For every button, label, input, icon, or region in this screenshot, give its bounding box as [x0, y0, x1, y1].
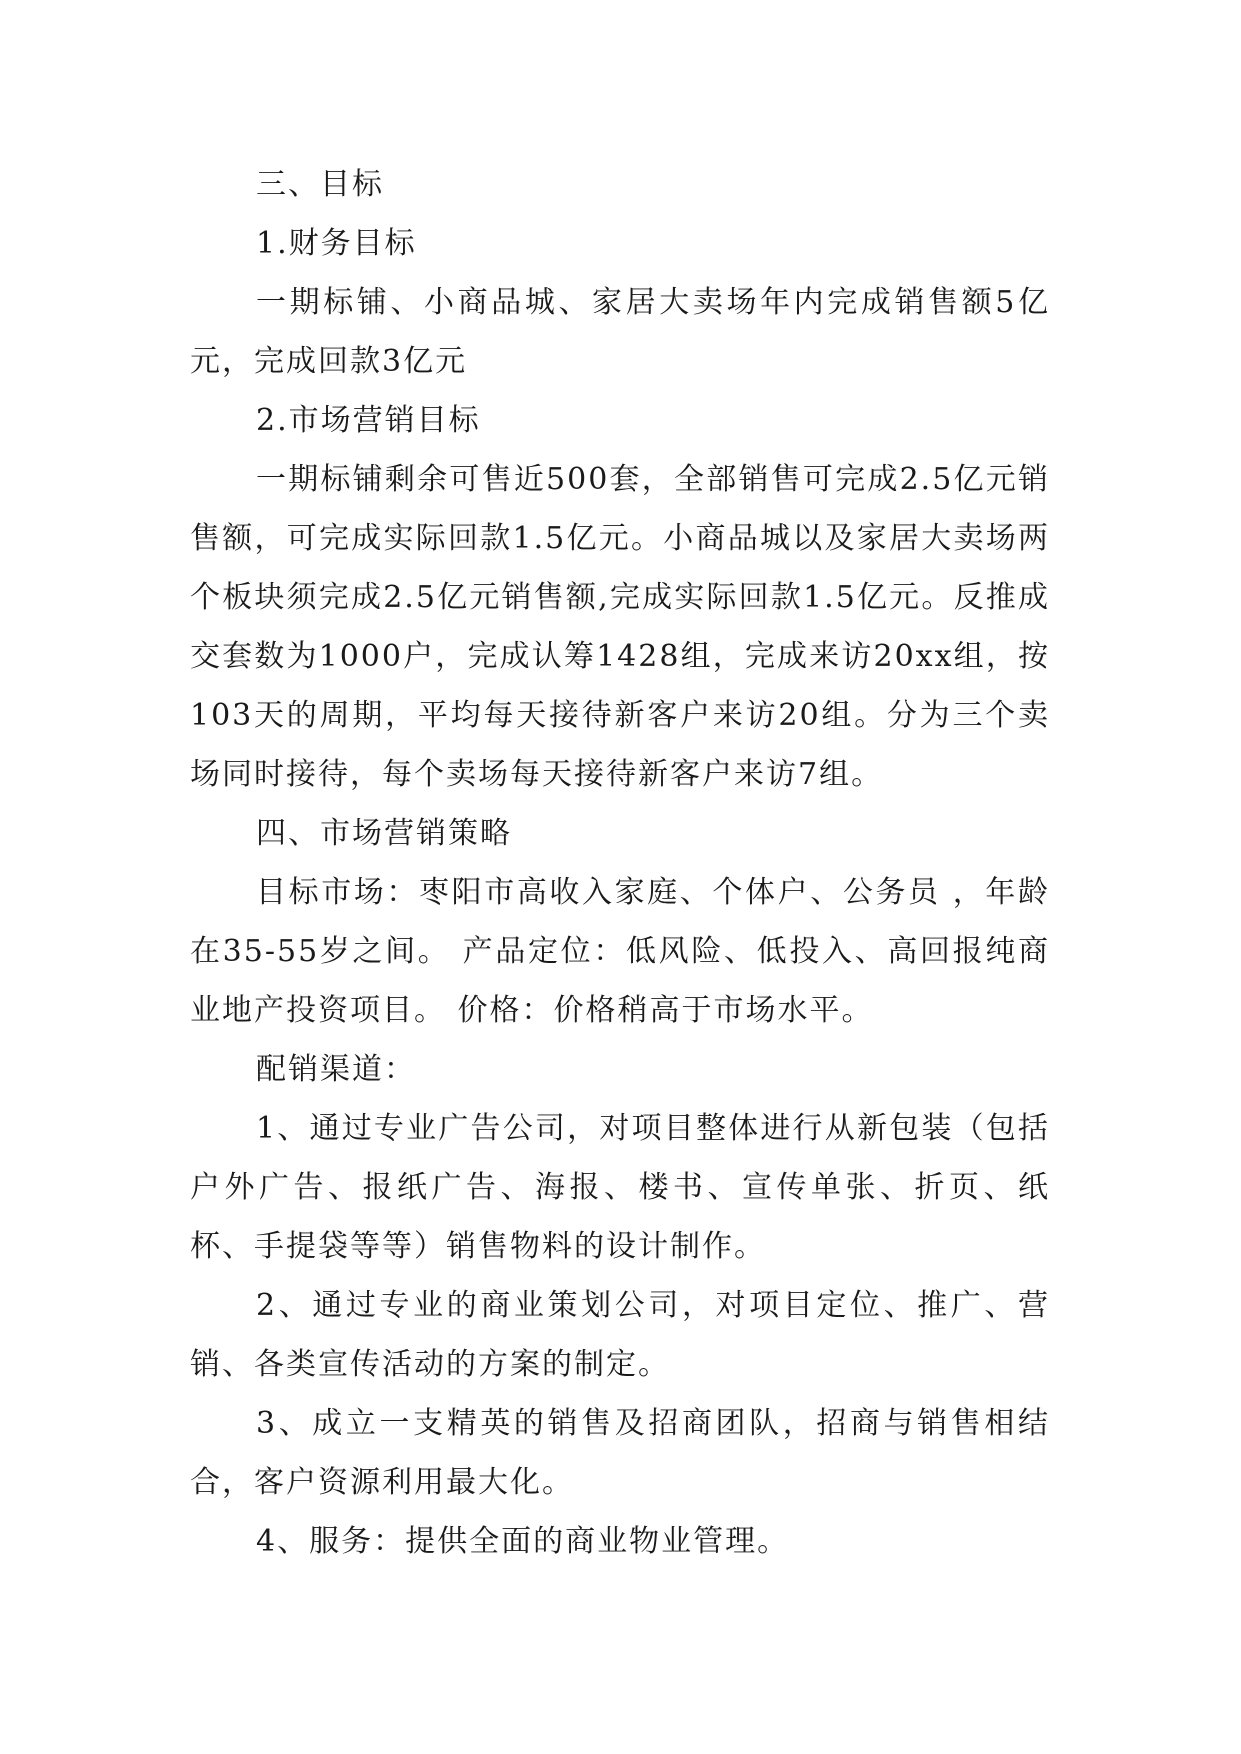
paragraph-financial-goals: 一期标铺、小商品城、家居大卖场年内完成销售额5亿元，完成回款3亿元	[190, 285, 1050, 379]
section-heading-goals: 三、目标	[256, 167, 384, 202]
list-item-2: 2、通过专业的商业策划公司，对项目定位、推广、营销、各类宣传活动的方案的制定。	[190, 1288, 1050, 1382]
list-item-1: 1、通过专业广告公司，对项目整体进行从新包装（包括户外广告、报纸广告、海报、楼书、宣传单张、折页、纸杯、手提袋等等）销售物料的设计制作。	[190, 1111, 1050, 1264]
paragraph-marketing-goals: 一期标铺剩余可售近500套，全部销售可完成2.5亿元销售额，可完成实际回款1.5亿元。小商品城以及家居大卖场两个板块须完成2.5亿元销售额,完成实际回款1.5亿元。反推成交套数为1000户，完成认筹1428组，完成来访20xx组，按103天的周期，平均每天接待新客户来访20组。分为三个卖场同时接待，每个卖场每天接待新客户来访7组。	[190, 462, 1050, 792]
section-heading-marketing-strategy: 四、市场营销策略	[256, 816, 512, 851]
subheading-financial-goals: 1.财务目标	[256, 226, 417, 261]
subheading-distribution-channels: 配销渠道：	[256, 1052, 416, 1087]
paragraph-target-market: 目标市场：枣阳市高收入家庭、个体户、公务员 ，年龄在35-55岁之间。 产品定位：低风险、低投入、高回报纯商业地产投资项目。 价格：价格稍高于市场水平。	[190, 875, 1050, 1028]
list-item-3: 3、成立一支精英的销售及招商团队，招商与销售相结合，客户资源利用最大化。	[190, 1406, 1050, 1500]
document-body	[190, 155, 1050, 1571]
subheading-marketing-goals: 2.市场营销目标	[256, 403, 481, 438]
list-item-4: 4、服务：提供全面的商业物业管理。	[256, 1524, 790, 1559]
